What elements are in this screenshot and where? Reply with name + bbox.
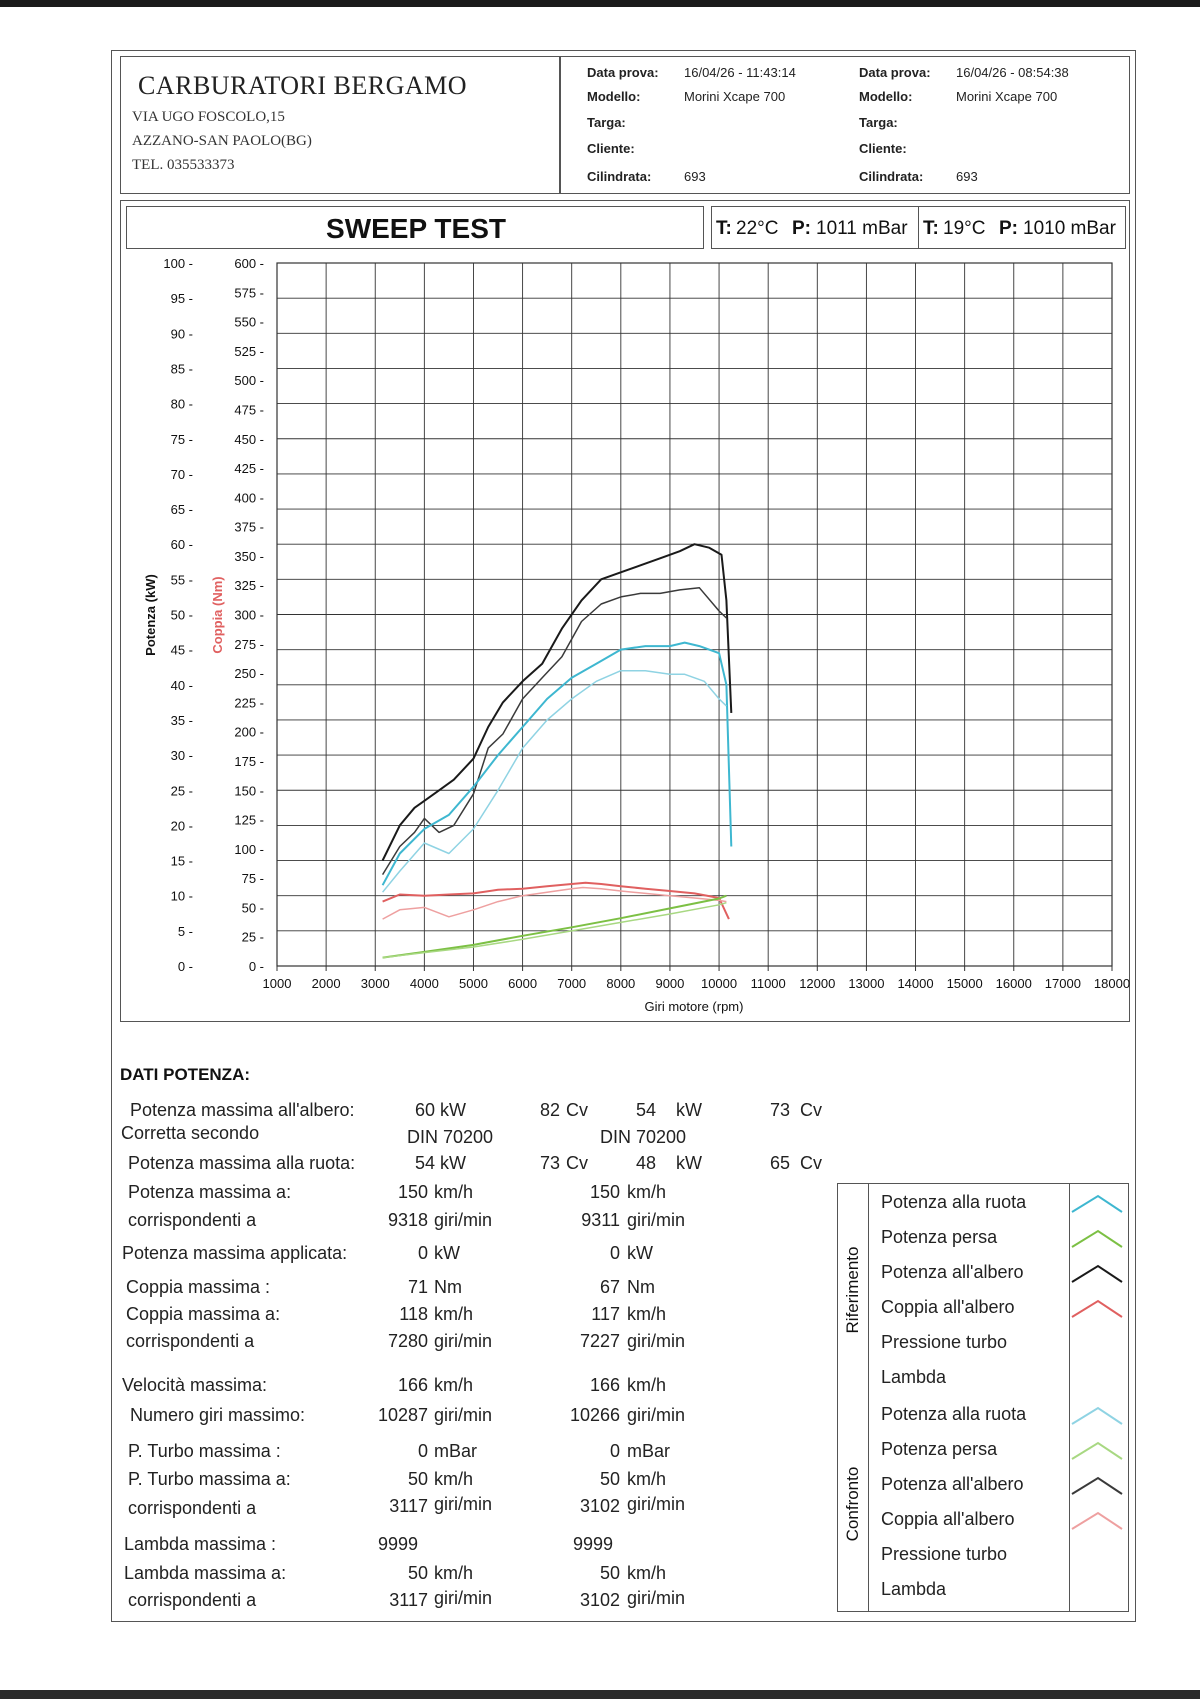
power-tick-label: 25 - — [170, 783, 193, 799]
unit-rpm: giri/min — [627, 1210, 686, 1230]
x-tick-label: 12000 — [799, 976, 836, 991]
reference-legend-item: Potenza all'albero — [881, 1262, 1024, 1282]
series-line-potenza-alla-ruota-riferimento — [383, 643, 732, 886]
applied-cmp: 0 — [609, 1243, 620, 1263]
unit-rpm: giri/min — [627, 1588, 686, 1608]
unit-kmh: km/h — [434, 1469, 474, 1489]
unit-rpm: giri/min — [627, 1331, 686, 1351]
max-shaft-cmp-kw: 54 — [635, 1100, 656, 1120]
scan-edge-bottom — [0, 1690, 1200, 1699]
company-name: CARBURATORI BERGAMO — [138, 71, 468, 100]
max-speed-ref: 166 — [397, 1375, 428, 1395]
max-shaft-ref-cv: 82 — [539, 1100, 560, 1120]
label-displacement: Cilindrata: — [587, 169, 652, 184]
torque-tick-label: 0 - — [248, 959, 264, 974]
unit-kmh: km/h — [627, 1563, 667, 1583]
max-rpm-ref: 10287 — [377, 1405, 428, 1425]
reference-legend-item: Lambda — [881, 1367, 947, 1387]
chart-title: SWEEP TEST — [326, 213, 506, 244]
power-tick-label: 50 - — [170, 607, 193, 623]
value-model: Morini Xcape 700 — [684, 89, 786, 104]
corrected-ref: DIN 70200 — [407, 1127, 494, 1147]
max-shaft-ref-kw: 60 — [414, 1100, 435, 1120]
value-displacement: 693 — [684, 169, 706, 184]
torque-tick-label: 550 - — [234, 314, 264, 330]
torque-tick-label: 125 - — [234, 812, 264, 828]
max-torque-rpm-ref: 7280 — [387, 1331, 428, 1351]
x-tick-label: 3000 — [360, 976, 390, 991]
unit-kmh: km/h — [434, 1375, 474, 1395]
max-power-at-cmp: 150 — [589, 1182, 620, 1202]
legend-swatch-column — [1069, 1183, 1129, 1612]
y-axis-label-torque: Coppia (Nm) — [210, 576, 225, 654]
pressure-value: 1011 mBar — [816, 218, 908, 239]
unit-kmh: km/h — [434, 1304, 474, 1324]
label-applied-power: Potenza massima applicata: — [122, 1243, 348, 1263]
power-tick-label: 100 - — [163, 256, 193, 271]
dati-potenza-title: DATI POTENZA: — [120, 1065, 251, 1084]
max-speed-cmp: 166 — [589, 1375, 620, 1395]
unit-rpm: giri/min — [434, 1331, 493, 1351]
label-model: Modello: — [859, 89, 913, 104]
label-corresponding: corrispondenti a — [128, 1590, 257, 1610]
power-tick-label: 5 - — [177, 923, 193, 939]
corrected-cmp: DIN 70200 — [600, 1127, 687, 1147]
pressure-label: P: — [792, 218, 811, 239]
series-line-potenza-all-albero-riferimento — [383, 544, 732, 860]
unit-cv: Cv — [566, 1153, 588, 1173]
unit-mbar: mBar — [627, 1441, 671, 1461]
power-tick-label: 60 - — [170, 537, 193, 553]
y-axis-label-power: Potenza (kW) — [143, 574, 158, 656]
label-max-torque-at: Coppia massima a: — [126, 1304, 281, 1324]
torque-tick-label: 200 - — [234, 724, 264, 740]
temp-label: T: — [923, 218, 939, 239]
turbo-rpm-cmp: 3102 — [579, 1496, 620, 1516]
max-power-rpm-ref: 9318 — [387, 1210, 428, 1230]
unit-kmh: km/h — [434, 1563, 474, 1583]
unit-kw: kW — [676, 1153, 702, 1173]
x-tick-label: 17000 — [1044, 976, 1081, 991]
torque-tick-label: 600 - — [234, 256, 264, 271]
torque-tick-label: 25 - — [241, 929, 264, 945]
torque-tick-label: 400 - — [234, 490, 264, 506]
unit-kmh: km/h — [627, 1469, 667, 1489]
torque-tick-label: 475 - — [234, 402, 264, 418]
torque-tick-label: 100 - — [234, 841, 264, 857]
max-wheel-cmp-cv: 65 — [769, 1153, 790, 1173]
reference-legend-item: Pressione turbo — [881, 1332, 1008, 1352]
max-torque-ref: 71 — [407, 1277, 428, 1297]
max-rpm-cmp: 10266 — [569, 1405, 620, 1425]
turbo-at-cmp: 50 — [599, 1469, 620, 1489]
power-tick-label: 10 - — [170, 888, 193, 904]
max-wheel-ref-kw: 54 — [414, 1153, 435, 1173]
torque-tick-label: 425 - — [234, 461, 264, 477]
x-tick-label: 11000 — [750, 976, 786, 991]
torque-tick-label: 150 - — [234, 783, 264, 799]
label-plate: Targa: — [859, 115, 898, 130]
series-line-potenza-persa-riferimento — [383, 896, 727, 958]
max-torque-cmp: 67 — [599, 1277, 620, 1297]
label-lambda-at: Lambda massima a: — [124, 1563, 287, 1583]
x-tick-label: 6000 — [508, 976, 538, 991]
label-turbo-max: P. Turbo massima : — [128, 1441, 281, 1461]
power-tick-label: 75 - — [170, 431, 193, 447]
x-tick-label: 13000 — [848, 976, 885, 991]
temp-label: T: — [716, 218, 732, 239]
applied-ref: 0 — [417, 1243, 428, 1263]
power-tick-label: 80 - — [170, 396, 193, 412]
label-model: Modello: — [587, 89, 641, 104]
lambda-max-cmp: 9999 — [573, 1534, 614, 1554]
unit-kw: kW — [434, 1243, 460, 1263]
turbo-max-ref: 0 — [417, 1441, 428, 1461]
label-max-power-at: Potenza massima a: — [128, 1182, 292, 1202]
torque-tick-label: 300 - — [234, 607, 264, 623]
power-tick-label: 20 - — [170, 818, 193, 834]
lambda-rpm-ref: 3117 — [389, 1590, 428, 1610]
comparison-legend-item: Potenza persa — [881, 1439, 998, 1459]
power-tick-label: 15 - — [170, 853, 193, 869]
unit-kmh: km/h — [627, 1182, 667, 1202]
comparison-legend-item: Potenza all'albero — [881, 1474, 1024, 1494]
label-turbo-at: P. Turbo massima a: — [128, 1469, 291, 1489]
unit-nm: Nm — [434, 1277, 462, 1297]
label-date: Data prova: — [587, 65, 659, 80]
comparison-legend-item: Potenza alla ruota — [881, 1404, 1027, 1424]
max-torque-rpm-cmp: 7227 — [579, 1331, 620, 1351]
label-client: Cliente: — [859, 141, 907, 156]
reference-legend-item: Potenza persa — [881, 1227, 998, 1247]
x-tick-label: 7000 — [557, 976, 587, 991]
lambda-max-ref: 9999 — [378, 1534, 419, 1554]
label-max-torque: Coppia massima : — [126, 1277, 271, 1297]
turbo-max-cmp: 0 — [609, 1441, 620, 1461]
x-tick-label: 18000 — [1093, 976, 1131, 991]
unit-nm: Nm — [627, 1277, 655, 1297]
unit-cv: Cv — [566, 1100, 588, 1120]
unit-kmh: km/h — [434, 1182, 474, 1202]
power-tick-label: 65 - — [170, 502, 193, 518]
temp-value: 22°C — [736, 218, 779, 239]
label-plate: Targa: — [587, 115, 626, 130]
max-torque-at-cmp: 117 — [591, 1304, 620, 1324]
unit-rpm: giri/min — [627, 1405, 686, 1425]
unit-rpm: giri/min — [434, 1588, 493, 1608]
legend-reference-label: Riferimento — [843, 1246, 862, 1334]
x-tick-label: 1000 — [262, 976, 292, 991]
max-shaft-cmp-cv: 73 — [769, 1100, 790, 1120]
torque-tick-label: 525 - — [234, 343, 264, 359]
lambda-at-cmp: 50 — [599, 1563, 620, 1583]
series-line-coppia-all-albero-riferimento — [383, 883, 729, 919]
max-wheel-cmp-kw: 48 — [635, 1153, 656, 1173]
company-address-city: AZZANO-SAN PAOLO(BG) — [132, 133, 312, 149]
label-max-rpm: Numero giri massimo: — [130, 1405, 306, 1425]
unit-mbar: mBar — [434, 1441, 478, 1461]
unit-kmh: km/h — [627, 1375, 667, 1395]
x-tick-label: 14000 — [897, 976, 934, 991]
unit-rpm: giri/min — [434, 1210, 493, 1230]
company-phone: TEL. 035533373 — [132, 157, 235, 173]
pressure-value: 1010 mBar — [1023, 218, 1116, 239]
power-tick-label: 45 - — [170, 642, 193, 658]
lambda-at-ref: 50 — [407, 1563, 428, 1583]
label-lambda-max: Lambda massima : — [124, 1534, 277, 1554]
label-displacement: Cilindrata: — [859, 169, 924, 184]
torque-tick-label: 50 - — [241, 900, 264, 916]
unit-rpm: giri/min — [627, 1494, 686, 1514]
label-client: Cliente: — [587, 141, 635, 156]
torque-tick-label: 275 - — [234, 636, 264, 652]
power-tick-label: 85 - — [170, 361, 193, 377]
label-corresponding: corrispondenti a — [128, 1498, 257, 1518]
x-axis-label: Giri motore (rpm) — [644, 999, 744, 1014]
x-tick-label: 2000 — [311, 976, 341, 991]
unit-kw: kW — [440, 1153, 466, 1173]
series-line-potenza-alla-ruota-confronto — [383, 671, 727, 893]
value-date: 16/04/26 - 08:54:38 — [956, 65, 1069, 80]
unit-cv: Cv — [800, 1100, 822, 1120]
unit-kw: kW — [440, 1100, 466, 1120]
max-power-rpm-cmp: 9311 — [581, 1210, 620, 1230]
unit-kmh: km/h — [627, 1304, 667, 1324]
power-tick-label: 30 - — [170, 748, 193, 764]
power-tick-label: 70 - — [170, 466, 193, 482]
label-date: Data prova: — [859, 65, 931, 80]
x-tick-label: 10000 — [700, 976, 738, 991]
company-address-street: VIA UGO FOSCOLO,15 — [132, 109, 285, 125]
power-tick-label: 0 - — [177, 959, 193, 974]
label-max-speed: Velocità massima: — [122, 1375, 268, 1395]
unit-rpm: giri/min — [434, 1494, 493, 1514]
torque-tick-label: 175 - — [234, 753, 264, 769]
turbo-at-ref: 50 — [407, 1469, 428, 1489]
comparison-legend-item: Coppia all'albero — [881, 1509, 1015, 1529]
max-torque-at-ref: 118 — [399, 1304, 428, 1324]
torque-tick-label: 250 - — [234, 666, 264, 682]
power-tick-label: 55 - — [170, 572, 193, 588]
comparison-legend-item: Lambda — [881, 1579, 947, 1599]
label-corresponding: corrispondenti a — [128, 1210, 257, 1230]
torque-tick-label: 375 - — [234, 519, 264, 535]
series-line-potenza-all-albero-confronto — [383, 588, 727, 875]
x-tick-label: 5000 — [459, 976, 488, 991]
x-tick-label: 16000 — [995, 976, 1032, 991]
temp-value: 19°C — [943, 218, 986, 239]
torque-tick-label: 225 - — [234, 695, 264, 711]
label-max-wheel-power: Potenza massima alla ruota: — [128, 1153, 356, 1173]
comparison-legend-item: Pressione turbo — [881, 1544, 1008, 1564]
torque-tick-label: 350 - — [234, 548, 264, 564]
turbo-rpm-ref: 3117 — [389, 1496, 428, 1516]
power-tick-label: 95 - — [170, 291, 193, 307]
unit-cv: Cv — [800, 1153, 822, 1173]
x-tick-label: 15000 — [946, 976, 983, 991]
value-date: 16/04/26 - 11:43:14 — [684, 65, 796, 80]
reference-legend-item: Coppia all'albero — [881, 1297, 1015, 1317]
unit-rpm: giri/min — [434, 1405, 493, 1425]
unit-kw: kW — [676, 1100, 702, 1120]
value-displacement: 693 — [956, 169, 978, 184]
legend-comparison-label: Confronto — [843, 1466, 862, 1542]
label-max-shaft-power: Potenza massima all'albero: — [130, 1100, 355, 1120]
power-tick-label: 35 - — [170, 712, 193, 728]
torque-tick-label: 500 - — [234, 373, 264, 389]
x-tick-label: 4000 — [409, 976, 439, 991]
label-corrected: Corretta secondo — [121, 1123, 260, 1143]
lambda-rpm-cmp: 3102 — [579, 1590, 620, 1610]
torque-tick-label: 575 - — [234, 285, 264, 301]
x-tick-label: 8000 — [606, 976, 636, 991]
value-model: Morini Xcape 700 — [956, 89, 1058, 104]
max-wheel-ref-cv: 73 — [539, 1153, 560, 1173]
reference-legend-item: Potenza alla ruota — [881, 1192, 1027, 1212]
torque-tick-label: 450 - — [234, 431, 264, 447]
max-power-at-ref: 150 — [397, 1182, 428, 1202]
torque-tick-label: 325 - — [234, 578, 264, 594]
label-corresponding: corrispondenti a — [126, 1331, 255, 1351]
power-tick-label: 40 - — [170, 677, 193, 693]
unit-kw: kW — [627, 1243, 653, 1263]
x-tick-label: 9000 — [655, 976, 685, 991]
torque-tick-label: 75 - — [241, 871, 264, 887]
pressure-label: P: — [999, 218, 1018, 239]
power-tick-label: 90 - — [170, 326, 193, 342]
